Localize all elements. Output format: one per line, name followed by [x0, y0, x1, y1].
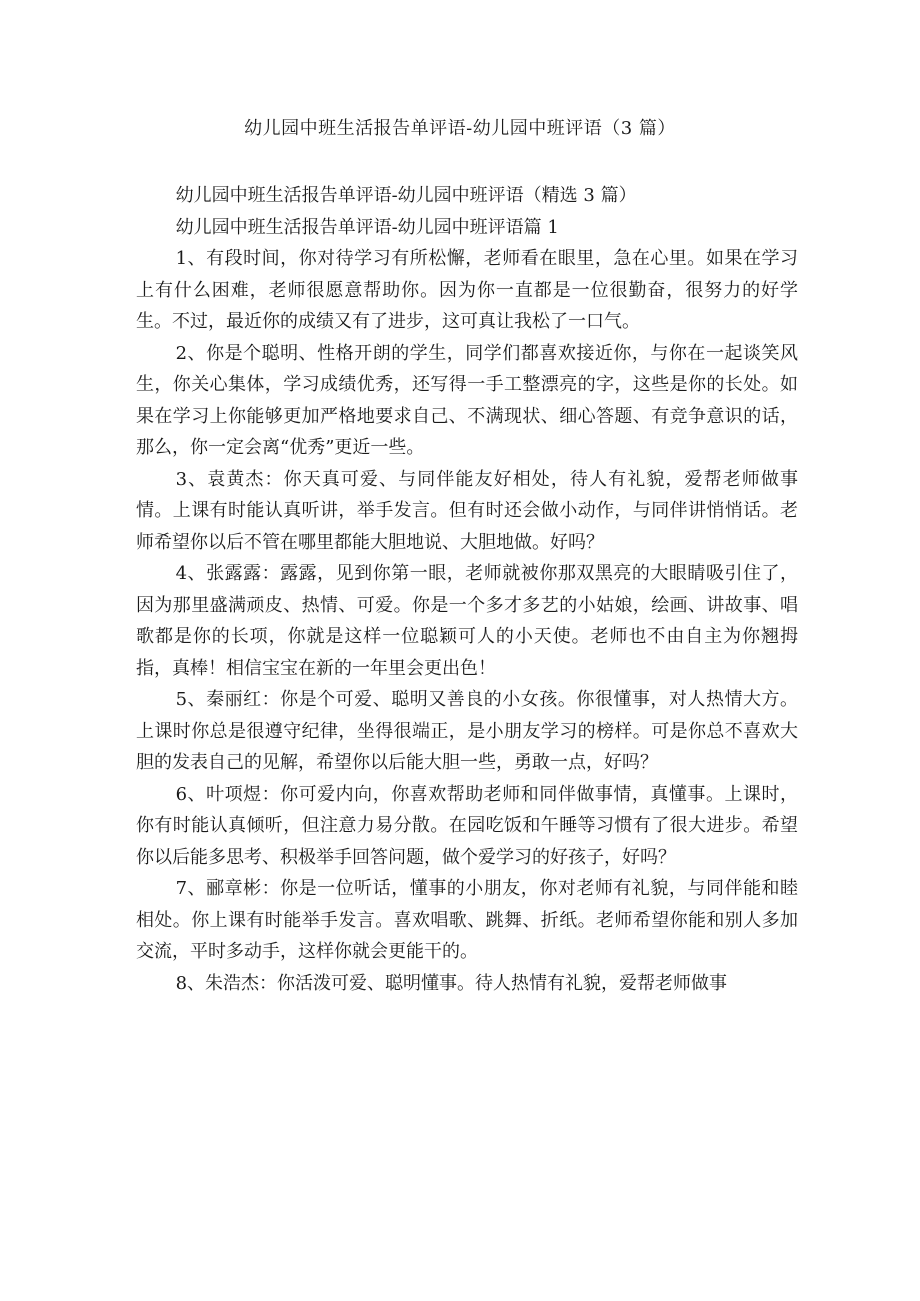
- comment-paragraph-8: 8、朱浩杰：你活泼可爱、聪明懂事。待人热情有礼貌，爱帮老师做事: [175, 972, 728, 994]
- document-body: [136, 180, 798, 999]
- section-heading: 幼儿园中班生活报告单评语-幼儿园中班评语篇 1: [175, 216, 559, 238]
- comment-paragraph-2: 2、你是个聪明、性格开朗的学生，同学们都喜欢接近你，与你在一起谈笑风生，你关心集体，学习成绩优秀，还写得一手工整漂亮的字，这些是你的长处。如果在学习上你能够更加严格地要求自己、不满现状、细心答题、有竞争意识的话，那么，你一定会离“优秀”更近一些。: [136, 342, 798, 458]
- comment-paragraph-4: 4、张露露：露露，见到你第一眼，老师就被你那双黑亮的大眼睛吸引住了，因为那里盛满顽皮、热情、可爱。你是一个多才多艺的小姑娘，绘画、讲故事、唱歌都是你的长项，你就是这样一位聪颖可人的小天使。老师也不由自主为你翘拇指，真棒！相信宝宝在新的一年里会更出色！: [136, 563, 798, 679]
- comment-paragraph-5: 5、秦丽红：你是个可爱、聪明又善良的小女孩。你很懂事，对人热情大方。上课时你总是很遵守纪律，坐得很端正，是小朋友学习的榜样。可是你总不喜欢大胆的发表自己的见解，希望你以后能大胆一些，勇敢一点，好吗？: [136, 689, 798, 773]
- comment-paragraph-7: 7、郦章彬：你是一位听话，懂事的小朋友，你对老师有礼貌，与同伴能和睦相处。你上课有时能举手发言。喜欢唱歌、跳舞、折纸。老师希望你能和别人多加交流，平时多动手，这样你就会更能干的。: [136, 878, 798, 962]
- document-title: 幼儿园中班生活报告单评语-幼儿园中班评语（3 篇）: [244, 118, 676, 139]
- comment-paragraph-1: 1、有段时间，你对待学习有所松懈，老师看在眼里，急在心里。如果在学习上有什么困难，老师很愿意帮助你。因为你一直都是一位很勤奋，很努力的好学生。不过，最近你的成绩又有了进步，这可真让我松了一口气。: [136, 248, 798, 332]
- comment-paragraph-6: 6、叶项煜：你可爱内向，你喜欢帮助老师和同伴做事情，真懂事。上课时，你有时能认真倾听，但注意力易分散。在园吃饭和午睡等习惯有了很大进步。希望你以后能多思考、积极举手回答问题，做个爱学习的好孩子，好吗？: [136, 783, 798, 868]
- comment-paragraph-3: 3、袁黄杰：你天真可爱、与同伴能友好相处，待人有礼貌，爱帮老师做事情。上课有时能认真听讲，举手发言。但有时还会做小动作，与同伴讲悄悄话。老师希望你以后不管在哪里都能大胆地说、大胆地做。好吗？: [136, 468, 798, 553]
- document-subtitle: 幼儿园中班生活报告单评语-幼儿园中班评语（精选 3 篇）: [175, 185, 637, 206]
